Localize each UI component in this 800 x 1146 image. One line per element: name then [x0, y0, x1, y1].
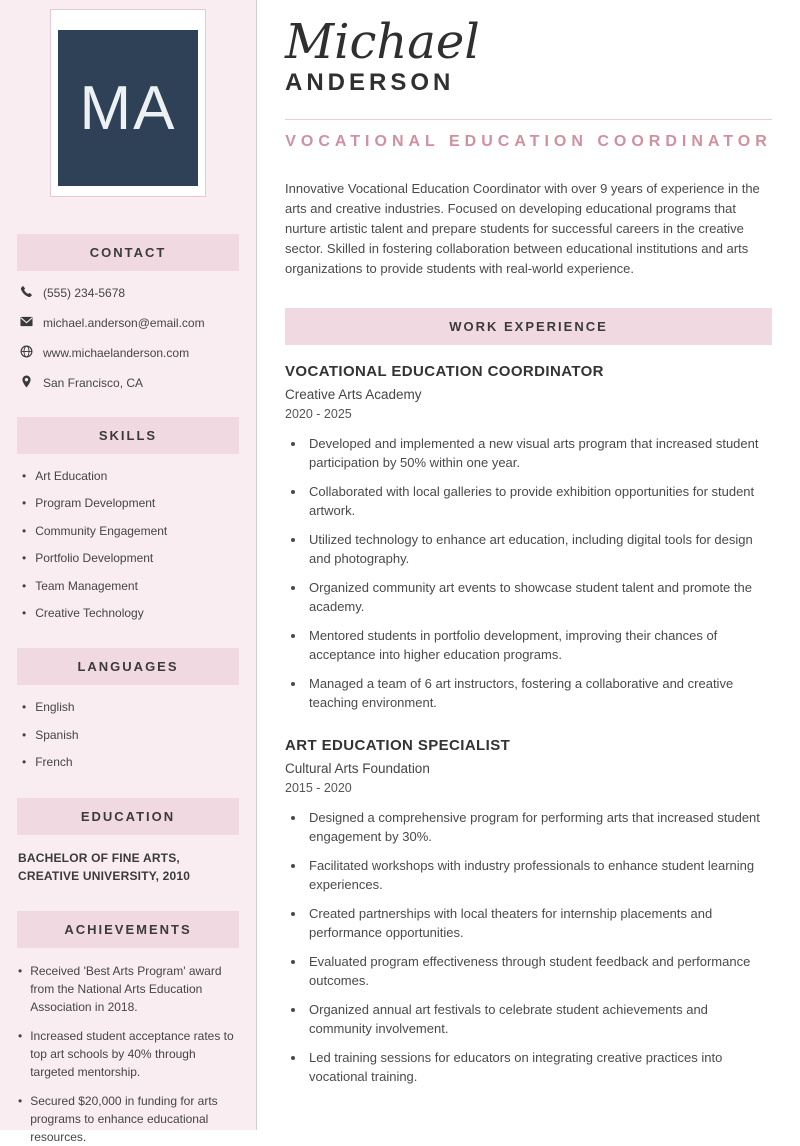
job-bullet: • Organized annual art festivals to celebrate student achievements and community involvement.: [306, 1000, 772, 1039]
achievements-section: [17, 911, 239, 1146]
skill-item: • Portfolio Development: [22, 550, 239, 567]
job-entry: [285, 737, 772, 1087]
job-bullet: • Organized community art events to showcase student talent and promote the academy.: [306, 578, 772, 617]
job-dates: 2015 - 2020: [285, 780, 352, 795]
education-degree: BACHELOR OF FINE ARTS, CREATIVE UNIVERSITY, 2010: [18, 850, 191, 883]
job-title: VOCATIONAL EDUCATION COORDINATOR: [285, 362, 604, 380]
skills-section-title: SKILLS: [17, 417, 239, 454]
job-bullet: • Led training sessions for educators on integrating creative practices into vocational training.: [306, 1048, 772, 1087]
job-bullet: • Collaborated with local galleries to provide exhibition opportunities for student artwork.: [306, 482, 772, 521]
phone-icon: [20, 285, 33, 301]
job-bullet: • Mentored students in portfolio development, improving their chances of acceptance into higher education programs.: [306, 626, 772, 665]
job-bullet: • Managed a team of 6 art instructors, fostering a collaborative and creative teaching environment.: [306, 674, 772, 713]
skills-section: [17, 417, 239, 622]
job-dates: 2020 - 2025: [285, 406, 352, 421]
languages-section-title: LANGUAGES: [17, 648, 239, 685]
contact-phone-text: (555) 234-5678: [43, 286, 126, 300]
language-item: • French: [22, 754, 239, 771]
achievement-item: • Secured $20,000 in funding for arts programs to enhance educational resources.: [18, 1092, 239, 1146]
job-company: Creative Arts Academy: [285, 386, 422, 402]
achievement-item: • Increased student acceptance rates to top art schools by 40% through targeted mentorship.: [18, 1027, 239, 1081]
email-icon: [20, 315, 33, 331]
job-company: Cultural Arts Foundation: [285, 760, 430, 776]
job-title: ART EDUCATION SPECIALIST: [285, 736, 511, 754]
job-bullets: [285, 434, 772, 713]
education-section-title: EDUCATION: [17, 798, 239, 835]
job-bullet: • Evaluated program effectiveness through student feedback and performance outcomes.: [306, 952, 772, 991]
globe-icon: [20, 345, 33, 361]
avatar: [58, 30, 198, 186]
contact-phone: [17, 285, 239, 301]
contact-location: [17, 375, 239, 391]
photo-frame: [50, 9, 206, 197]
skill-item: • Team Management: [22, 578, 239, 595]
work-experience-header: WORK EXPERIENCE: [285, 308, 772, 345]
sidebar: [0, 0, 257, 1144]
skill-item: • Creative Technology: [22, 605, 239, 622]
job-bullet: • Facilitated workshops with industry professionals to enhance student learning experiences.: [306, 856, 772, 895]
job-bullet: • Created partnerships with local theaters for internship placements and performance opportunities.: [306, 904, 772, 943]
job-headline: VOCATIONAL EDUCATION COORDINATOR: [285, 132, 772, 150]
job-bullets: [285, 808, 772, 1087]
main-column: [257, 0, 800, 1130]
skill-item: • Program Development: [22, 495, 239, 512]
avatar-initials: MA: [79, 73, 177, 143]
language-item: • English: [22, 699, 239, 716]
contact-location-text: San Francisco, CA: [43, 376, 144, 390]
languages-list: [17, 699, 239, 771]
job-entry: [285, 363, 772, 713]
last-name: ANDERSON: [285, 68, 455, 96]
job-bullet: • Developed and implemented a new visual arts program that increased student participation by 50% within one year.: [306, 434, 772, 473]
contact-website-text: www.michaelanderson.com: [43, 346, 190, 360]
profile-summary: Innovative Vocational Education Coordinator with over 9 years of experience in the arts and creative industries. Focused on developing educational programs that nurture artistic talent and prepare students for successful careers in the creative sector. Skilled in fostering collaboration between educational institutions and arts organizations to provide students with real-world experience.: [285, 180, 760, 277]
contact-section: [17, 234, 239, 391]
contact-website: [17, 345, 239, 361]
skill-item: • Community Engagement: [22, 523, 239, 540]
education-section: [17, 798, 239, 885]
skills-list: [17, 468, 239, 622]
achievements-section-title: ACHIEVEMENTS: [17, 911, 239, 948]
achievements-list: [17, 962, 239, 1146]
contact-email-text: michael.anderson@email.com: [43, 316, 205, 330]
contact-section-title: CONTACT: [17, 234, 239, 271]
skill-item: • Art Education: [22, 468, 239, 485]
achievement-item: • Received 'Best Arts Program' award from the National Arts Education Association in 2018.: [18, 962, 239, 1016]
job-bullet: • Designed a comprehensive program for performing arts that increased student engagement by 30%.: [306, 808, 772, 847]
languages-section: [17, 648, 239, 771]
contact-email: [17, 315, 239, 331]
job-bullet: • Utilized technology to enhance art education, including digital tools for design and photography.: [306, 530, 772, 569]
first-name: Michael: [285, 14, 480, 70]
language-item: • Spanish: [22, 727, 239, 744]
location-icon: [20, 375, 33, 391]
